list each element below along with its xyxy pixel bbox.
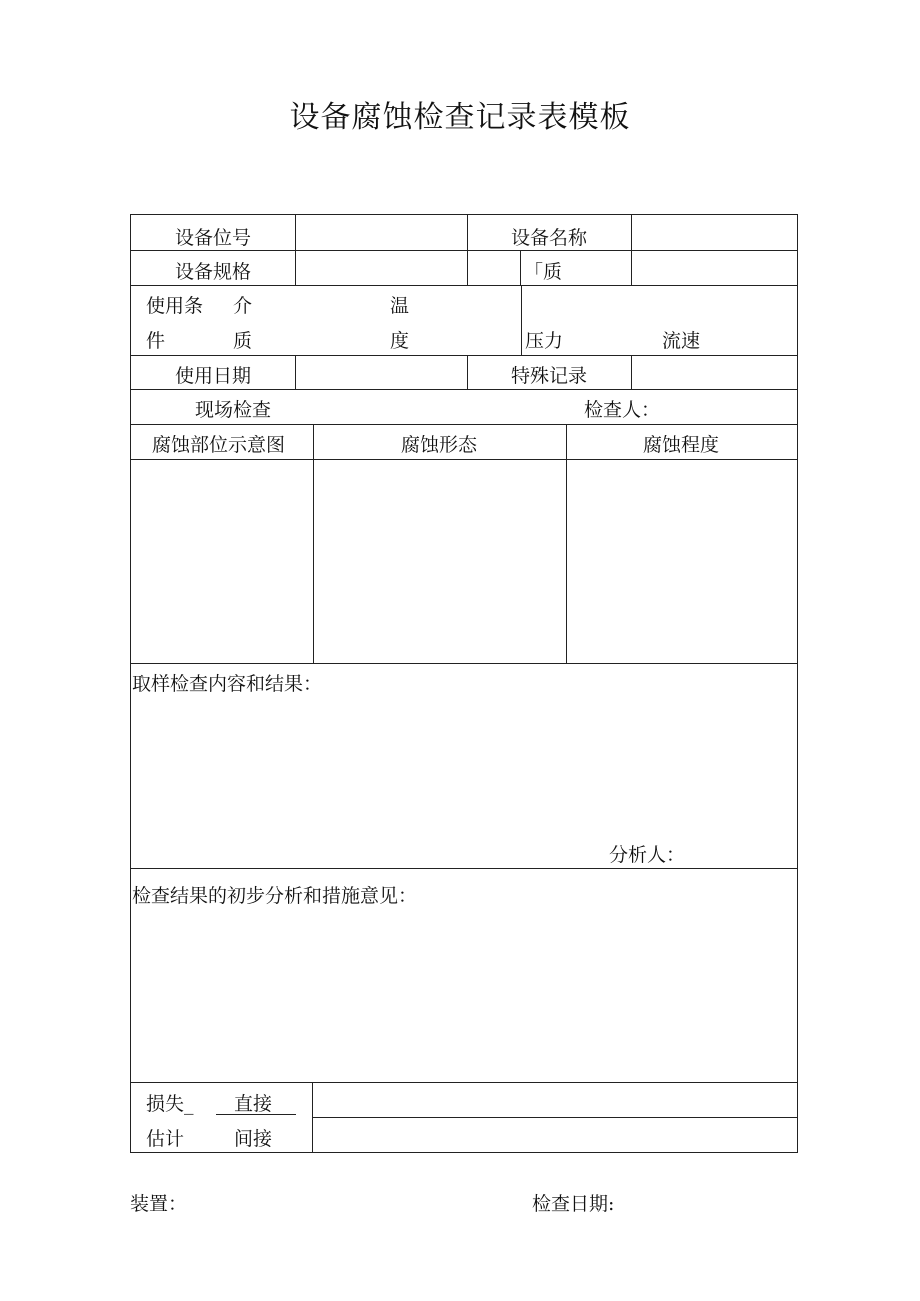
column-divider: [313, 424, 314, 663]
indirect-loss-label: 间接: [234, 1128, 273, 1150]
analyst-label: 分析人：: [609, 844, 686, 866]
pressure-label: 压力: [525, 330, 564, 352]
row-divider: [130, 250, 798, 251]
special-record-label: 特殊记录: [511, 365, 588, 387]
material-label: 「质: [524, 261, 563, 283]
row-divider: [130, 285, 798, 286]
column-divider: [520, 250, 521, 285]
condition-label-line1: 使用条: [146, 295, 204, 317]
column-header-corrosion-degree: 腐蚀程度: [643, 434, 720, 456]
direct-loss-label: 直接: [234, 1093, 273, 1115]
medium-label-line1: 介: [233, 295, 253, 317]
flow-speed-label: 流速: [662, 330, 701, 352]
use-date-label: 使用日期: [175, 365, 252, 387]
column-divider: [631, 214, 632, 285]
equip-spec-label: 设备规格: [175, 261, 252, 283]
column-divider: [566, 424, 567, 663]
column-divider: [467, 214, 468, 285]
estimate-label: 估计: [146, 1128, 185, 1150]
site-inspection-label: 现场检查: [195, 399, 272, 421]
row-divider: [130, 1082, 798, 1083]
row-divider: [130, 424, 798, 425]
column-divider: [467, 355, 468, 389]
condition-label-line2: 件: [146, 330, 166, 352]
column-divider: [295, 214, 296, 285]
row-divider: [130, 868, 798, 869]
column-divider: [312, 1082, 313, 1153]
inspector-label: 检查人：: [584, 399, 661, 421]
sampling-section-label: 取样检查内容和结果：: [132, 673, 323, 695]
row-divider: [130, 459, 798, 460]
temperature-label-line2: 度: [390, 330, 410, 352]
loss-label: 损失_: [146, 1093, 194, 1115]
temperature-label-line1: 温: [390, 295, 410, 317]
column-divider: [295, 355, 296, 389]
equip-name-label: 设备名称: [511, 227, 588, 249]
preliminary-analysis-label: 检查结果的初步分析和措施意见：: [132, 885, 418, 907]
column-divider: [631, 355, 632, 389]
column-header-corrosion-form: 腐蚀形态: [401, 434, 478, 456]
row-divider: [130, 663, 798, 664]
page-title: 设备腐蚀检查记录表模板: [289, 100, 631, 135]
inspection-date-label: 检查日期:: [532, 1193, 615, 1215]
row-divider: [130, 389, 798, 390]
column-header-location-diagram: 腐蚀部位示意图: [152, 434, 286, 456]
medium-label-line2: 质: [233, 330, 253, 352]
unit-label: 装置：: [130, 1193, 188, 1215]
column-divider: [521, 285, 522, 355]
row-divider: [130, 355, 798, 356]
equip-no-label: 设备位号: [175, 227, 252, 249]
row-divider: [312, 1117, 798, 1118]
